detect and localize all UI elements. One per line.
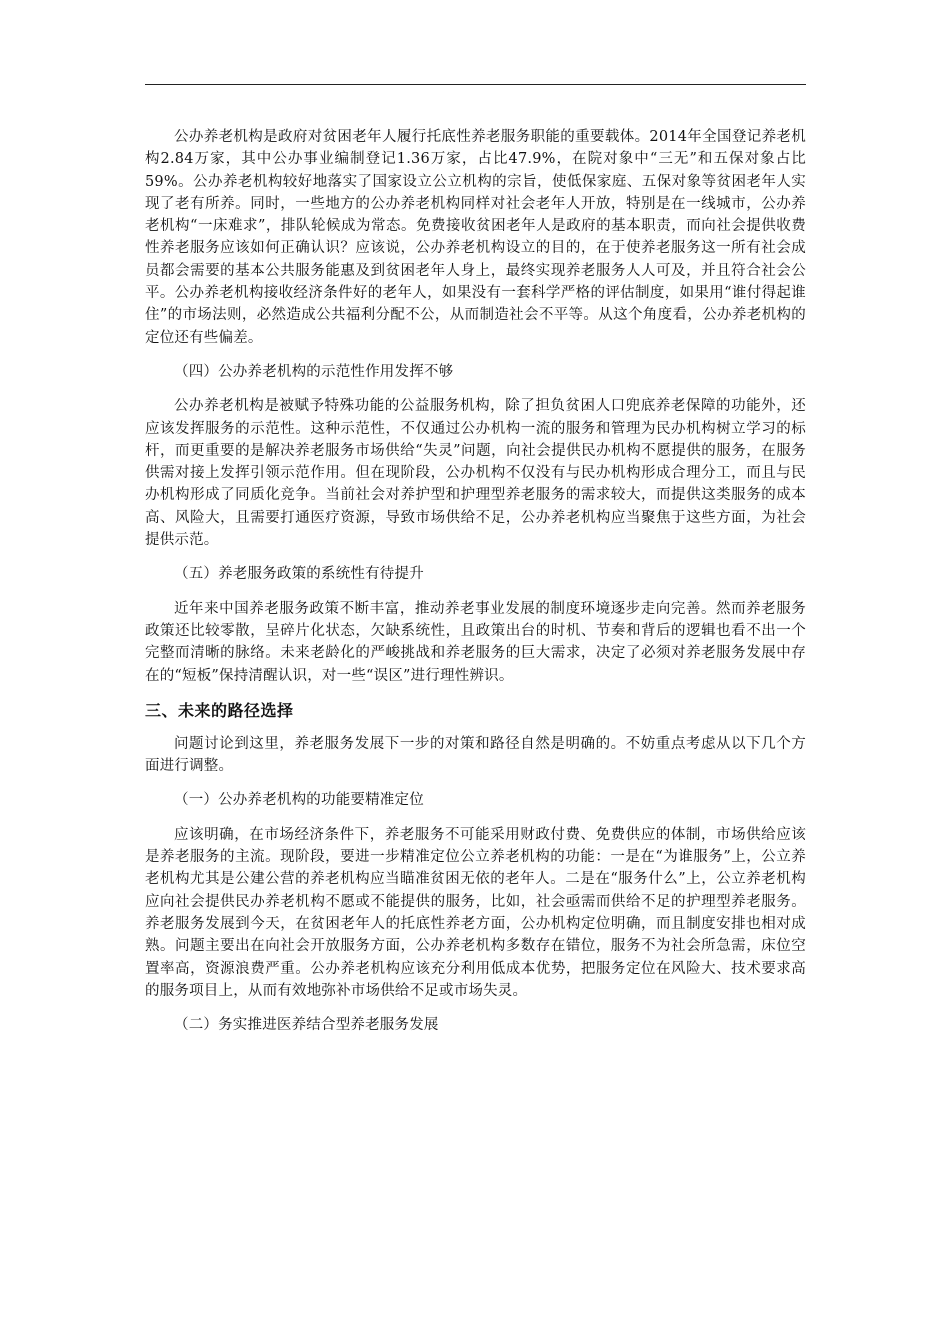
paragraph-demonstration: 公办养老机构是被赋予特殊功能的公益服务机构，除了担负贫困人口兜底养老保障的功能外，还应该发挥服务的示范性。这种示范性，不仅通过公办机构一流的服务和管理为民办机构树立学习的标杆，而更重要的是解决养老服务市场供给“失灵”问题，向社会提供民办机构不愿提供的服务，在服务供需对接上发挥引领示范作用。但在现阶段，公办机构不仅没有与民办机构形成合理分工，而且与民办机构形成了同质化竞争。当前社会对养护型和护理型养老服务的需求较大，而提供这类服务的成本高、风险大，且需要打通医疗资源，导致市场供给不足，公办养老机构应当聚焦于这些方面，为社会提供示范。 bbox=[145, 398, 806, 549]
document-body bbox=[145, 126, 806, 1048]
subheading-2: （二）务实推进医养结合型养老服务发展 bbox=[174, 1017, 439, 1034]
subheading-1: （一）公办养老机构的功能要精准定位 bbox=[174, 792, 424, 809]
subheading-4: （四）公办养老机构的示范性作用发挥不够 bbox=[174, 363, 454, 380]
header-rule bbox=[145, 84, 806, 85]
subheading-5: （五）养老服务政策的系统性有待提升 bbox=[174, 566, 424, 583]
section-heading-3: 三、未来的路径选择 bbox=[145, 700, 294, 720]
paragraph-intro: 问题讨论到这里，养老服务发展下一步的对策和路径自然是明确的。不妨重点考虑从以下几个方面进行调整。 bbox=[145, 735, 806, 775]
paragraph-positioning: 应该明确，在市场经济条件下，养老服务不可能采用财政付费、免费供应的体制，市场供给应该是养老服务的主流。现阶段，要进一步精准定位公立养老机构的功能：一是在“为谁服务”上，公立养老机构尤其是公建公营的养老机构应当瞄准贫困无依的老年人。二是在“服务什么”上，公立养老机构应向社会提供民办养老机构不愿或不能提供的服务，比如，社会亟需而供给不足的护理型养老服务。养老服务发展到今天，在贫困老年人的托底性养老方面，公办机构定位明确，而且制度安排也相对成熟。问题主要出在向社会开放服务方面，公办养老机构多数存在错位，服务不为社会所急需，床位空置率高，资源浪费严重。公办养老机构应该充分利用低成本优势，把服务定位在风险大、技术要求高的服务项目上，从而有效地弥补市场供给不足或市场失灵。 bbox=[145, 826, 806, 999]
paragraph-policy: 近年来中国养老服务政策不断丰富，推动养老事业发展的制度环境逐步走向完善。然而养老服务政策还比较零散，呈碎片化状态，欠缺系统性，且政策出台的时机、节奏和背后的逻辑也看不出一个完整而清晰的脉络。未来老龄化的严峻挑战和养老服务的巨大需求，决定了必须对养老服务发展中存在的“短板”保持清醒认识，对一些“误区”进行理性辨识。 bbox=[145, 600, 806, 684]
paragraph-public-institutions: 公办养老机构是政府对贫困老年人履行托底性养老服务职能的重要载体。2014年全国登记养老机构2.84万家，其中公办事业编制登记1.36万家，占比47.9%，在院对象中“三无”和五保对象占比59%。公办养老机构较好地落实了国家设立公立机构的宗旨，使低保家庭、五保对象等贫困老年人实现了老有所养。同时，一些地方的公办养老机构同样对社会老年人开放，特别是在一线城市，公办养老机构“一床难求”，排队轮候成为常态。免费接收贫困老年人是政府的基本职责，而向社会提供收费性养老服务应该如何正确认识？应该说，公办养老机构设立的目的，在于使养老服务这一所有社会成员都会需要的基本公共服务能惠及到贫困老年人身上，最终实现养老服务人人可及，并且符合社会公平。公办养老机构接收经济条件好的老年人，如果没有一套科学严格的评估制度，如果用“谁付得起谁住”的市场法则，必然造成公共福利分配不公，从而制造社会不平等。从这个角度看，公办养老机构的定位还有些偏差。 bbox=[145, 129, 806, 346]
